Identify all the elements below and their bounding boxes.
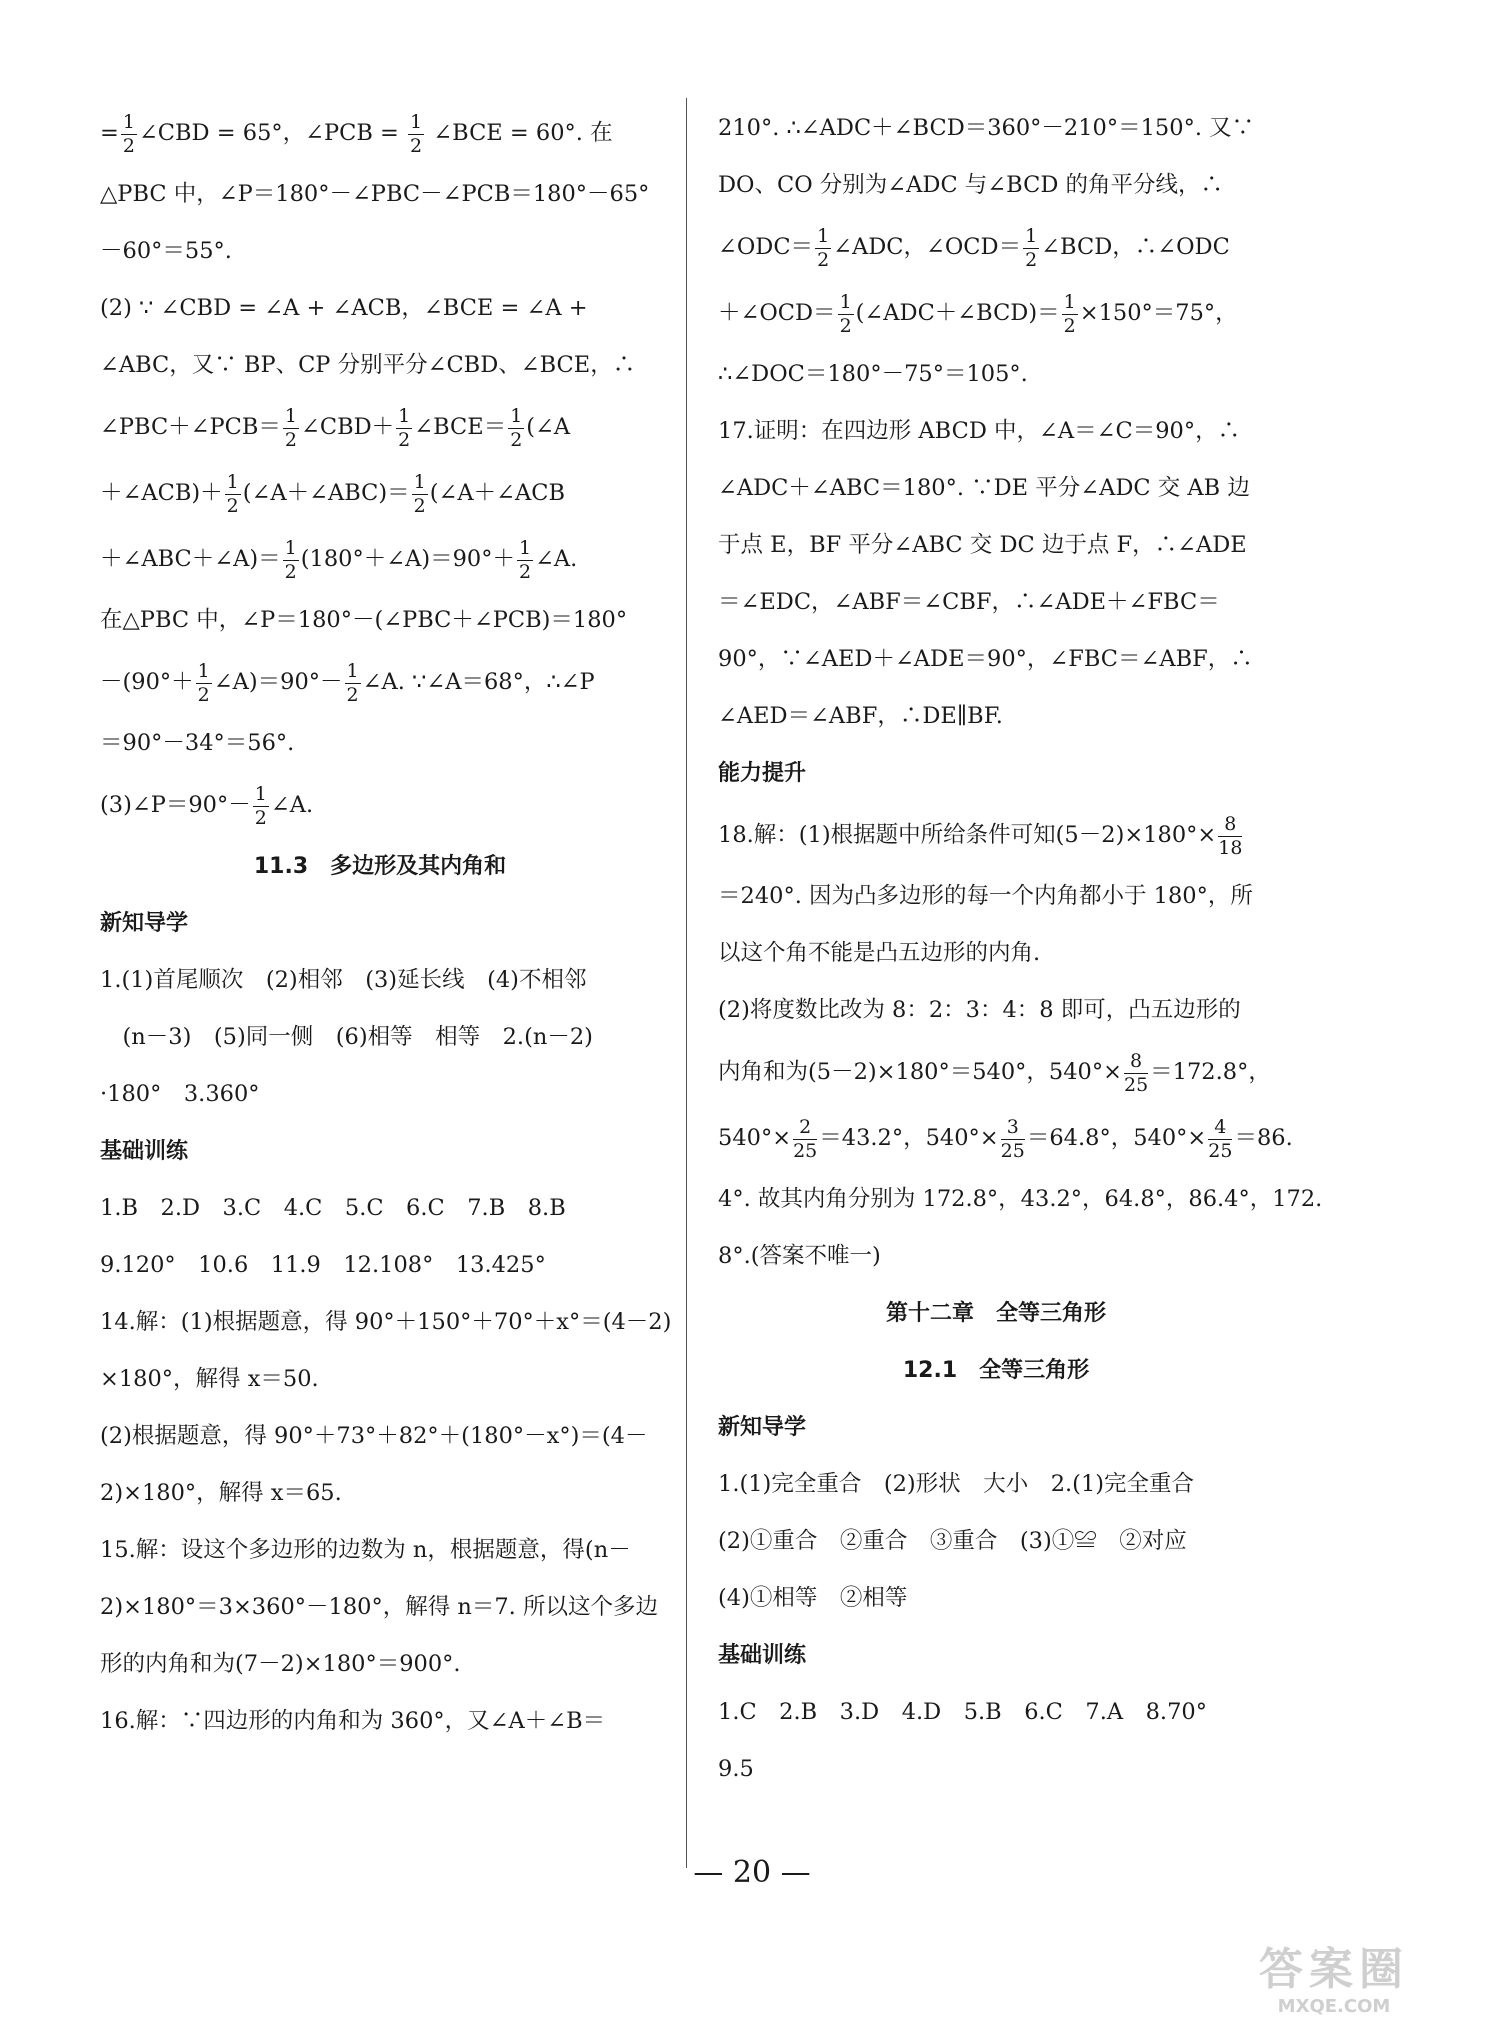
text-line: (2) ∵ ∠CBD = ∠A + ∠ACB，∠BCE = ∠A + [100,295,588,321]
right-column [718,100,1323,1798]
fraction: $\frac{4}{25}$ [1208,1115,1233,1162]
left-column [100,100,672,1750]
fraction: $\frac{3}{25}$ [1000,1115,1025,1162]
text-line: 1.B 2.D 3.C 4.C 5.C 6.C 7.B 8.B [100,1195,566,1221]
fraction: $\frac{1}{2}$ [1025,224,1038,271]
text-line: (2)①重合 ②重合 ③重合 (3)①≌ ②对应 [718,1528,1187,1554]
text-line: 形的内角和为(7－2)×180°＝900°. [100,1651,461,1677]
text-line: 16.解：∵四边形的内角和为 360°，又∠A＋∠B＝ [100,1708,606,1734]
text-line: 14.解：(1)根据题意，得 90°＋150°＋70°＋x°＝(4－2) [100,1309,672,1335]
text-line: △PBC 中，∠P＝180°－∠PBC－∠PCB＝180°－65° [100,181,650,207]
section-title: 第十二章 全等三角形 [885,1301,1106,1326]
text-line: 以这个角不能是凸五边形的内角. [718,940,1041,966]
section-title: 11.3 多边形及其内角和 [253,854,507,879]
text-line: ∠ADC＋∠ABC＝180°. ∵DE 平分∠ADC 交 AB 边 [718,475,1250,501]
fraction: $\frac{1}{2}$ [254,782,267,829]
fraction: $\frac{8}{18}$ [1218,812,1243,859]
fraction: $\frac{1}{2}$ [410,110,423,157]
text-line: ＝∠EDC，∠ABF＝∠CBF，∴∠ADE＋∠FBC＝ [718,589,1220,615]
watermark-text: 答案圈 [1259,1944,1409,1995]
text-line: ＋∠OCD＝ $\frac{1}{2}$ (∠ADC＋∠BCD)＝ $\frac{1}{2}$ ×150°＝75°， [718,290,1238,337]
text-line: 9.5 [718,1756,754,1782]
text-line: ×180°，解得 x＝50. [100,1366,319,1392]
text-line: 1.C 2.B 3.D 4.D 5.B 6.C 7.A 8.70° [718,1699,1207,1725]
watermark-logo [1204,1944,1464,2024]
text-line: DO、CO 分别为∠ADC 与∠BCD 的角平分线，∴ [718,172,1224,198]
fraction: $\frac{1}{2}$ [284,404,297,451]
fraction: $\frac{1}{2}$ [817,224,830,271]
fraction: $\frac{1}{2}$ [122,110,135,157]
text-line: 15.解：设这个多边形的边数为 n，根据题意，得(n－ [100,1537,631,1563]
text-line: ＋∠ABC＋∠A)＝ $\frac{1}{2}$ (180°＋∠A)＝90°＋ $\frac{1}{2}$ ∠A. [100,536,578,583]
text-line: 90°，∵∠AED＋∠ADE＝90°，∠FBC＝∠ABF，∴ [718,646,1253,672]
fraction: $\frac{1}{2}$ [518,536,532,583]
text-line: 4°. 故其内角分别为 172.8°，43.2°，64.8°，86.4°，172. [718,1186,1323,1212]
text-line: (3)∠P＝90°－ $\frac{1}{2}$ ∠A. [100,782,314,829]
watermark-site: MXQE.COM [1277,1996,1391,2017]
text-line: (n－3) (5)同一侧 (6)相等 相等 2.(n－2) [100,1024,593,1050]
section-title: 12.1 全等三角形 [902,1358,1090,1383]
text-line: 540°× $\frac{2}{25}$ ＝43.2°，540°× $\frac{3}{25}$ ＝64.8°，540°× $\frac{4}{25}$ ＝86. [718,1115,1293,1162]
fraction: $\frac{2}{25}$ [793,1115,818,1162]
text-line: ＝90°－34°＝56°. [100,730,295,756]
text-line: －(90°＋ $\frac{1}{2}$ ∠A)＝90°－ $\frac{1}{2}$ ∠A. ∵∠A＝68°，∴∠P [100,659,595,706]
text-line: 18.解：(1)根据题中所给条件可知(5－2)×180°× $\frac{8}{18}$ [718,812,1243,859]
text-line: 内角和为(5－2)×180°＝540°，540°× $\frac{8}{25}$ ＝172.8°， [718,1049,1271,1096]
section-heading: 基础训练 [718,1643,807,1668]
text-line: ∴∠DOC＝180°－75°＝105°. [718,361,1028,387]
section-heading: 新知导学 [718,1415,807,1440]
text-line: 2)×180°，解得 x＝65. [100,1480,342,1506]
column-divider [686,98,687,1868]
text-line: ＝240°. 因为凸多边形的每一个内角都小于 180°，所 [718,883,1253,909]
fraction: $\frac{1}{2}$ [398,404,411,451]
section-heading: 能力提升 [718,761,807,786]
fraction: $\frac{1}{2}$ [226,470,239,517]
fraction: $\frac{1}{2}$ [839,290,852,337]
text-line: 9.120° 10.6 11.9 12.108° 13.425° [100,1252,546,1278]
text-line: 210°. ∴∠ADC＋∠BCD＝360°－210°＝150°. 又∵ [718,115,1255,141]
section-heading: 新知导学 [100,911,189,936]
text-line: (4)①相等 ②相等 [718,1585,908,1611]
text-line: ∠PBC＋∠PCB＝ $\frac{1}{2}$ ∠CBD＋ $\frac{1}{2}$ ∠BCE＝ $\frac{1}{2}$ (∠A [100,404,571,451]
text-line: 于点 E，BF 平分∠ABC 交 DC 边于点 F，∴∠ADE [718,532,1247,558]
text-line: ∠ABC，又∵ BP、CP 分别平分∠CBD、∠BCE，∴ [100,352,636,378]
fraction: $\frac{1}{2}$ [346,659,359,706]
text-line: ＋∠ACB)＋ $\frac{1}{2}$ (∠A＋∠ABC)＝ $\frac{1}{2}$ (∠A＋∠ACB [100,470,565,517]
text-line: 在△PBC 中，∠P＝180°－(∠PBC＋∠PCB)＝180° [100,607,628,633]
text-line: －60°＝55°. [100,238,232,264]
text-line: (2)将度数比改为 8：2：3：4：8 即可，凸五边形的 [718,997,1241,1023]
text-line: 1.(1)首尾顺次 (2)相邻 (3)延长线 (4)不相邻 [100,967,587,993]
fraction: $\frac{8}{25}$ [1123,1049,1149,1096]
section-heading: 基础训练 [100,1139,189,1164]
text-line: 2)×180°＝3×360°－180°，解得 n＝7. 所以这个多边 [100,1594,658,1620]
fraction: $\frac{1}{2}$ [197,659,210,706]
text-line: ·180° 3.360° [100,1081,260,1107]
text-line: (2)根据题意，得 90°＋73°＋82°＋(180°－x°)＝(4－ [100,1423,648,1449]
text-line: ∠ODC＝ $\frac{1}{2}$ ∠ADC，∠OCD＝ $\frac{1}{2}$ ∠BCD，∴∠ODC [718,224,1230,271]
fraction: $\frac{1}{2}$ [413,470,426,517]
page-number: — 20 — [693,1855,811,1890]
text-line: 1.(1)完全重合 (2)形状 大小 2.(1)完全重合 [718,1471,1195,1497]
fraction: $\frac{1}{2}$ [510,404,523,451]
fraction: $\frac{1}{2}$ [284,536,297,583]
text-line: ∠AED＝∠ABF，∴DE∥BF. [718,703,1003,729]
text-line: = $\frac{1}{2}$ ∠CBD = 65°，∠PCB = $\frac{1}{2}$ ∠BCE = 60°. 在 [100,110,613,157]
text-line: 8°.(答案不唯一) [718,1243,881,1269]
text-line: 17.证明：在四边形 ABCD 中，∠A＝∠C＝90°，∴ [718,418,1241,444]
fraction: $\frac{1}{2}$ [1063,290,1076,337]
